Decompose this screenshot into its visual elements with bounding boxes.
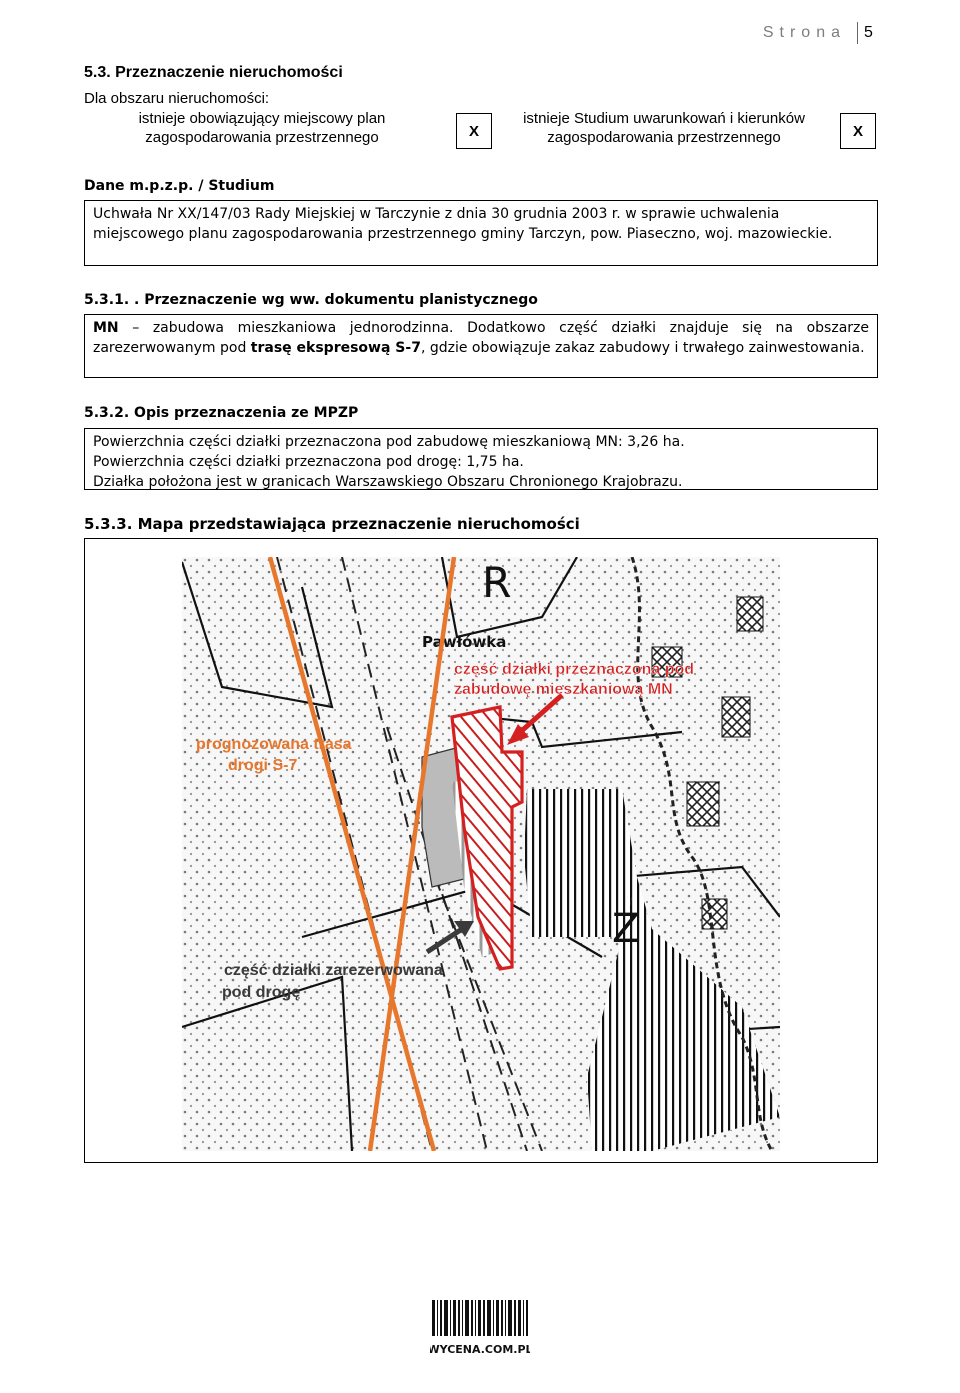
page-number: 5	[864, 24, 873, 41]
area-mn-line: Powierzchnia części działki przeznaczona pod zabudowę mieszkaniową MN: 3,26 ha.	[93, 434, 685, 450]
label-road-1: część działki zarezerwowana	[224, 962, 443, 979]
label-s7-1: prognozowana trasa	[196, 736, 352, 753]
footer-logo	[430, 1300, 530, 1358]
heading-5-3-2: 5.3.2. Opis przeznaczenia ze MPZP	[84, 405, 359, 421]
barcode-logo-icon	[430, 1300, 530, 1358]
purpose-note-a: Dodatkowo część działki znajduje się na obszarze zarezerwowanym pod	[93, 320, 869, 356]
heading-5-3-1: 5.3.1. . Przeznaczenie wg ww. dokumentu planistycznego	[84, 292, 538, 308]
option-studium-label: istnieje Studium uwarunkowań i kierunków zagospodarowania przestrzennego	[523, 110, 805, 146]
zone-code: MN	[93, 320, 119, 336]
page-header	[0, 22, 892, 48]
page-label: Strona	[762, 24, 846, 41]
dane-box	[84, 200, 878, 266]
label-s7-2: drogi S-7	[228, 757, 298, 774]
protected-area-line: Działka położona jest w granicach Warszawskiego Obszaru Chronionego Krajobrazu.	[93, 474, 683, 490]
resolution-subject: w sprawie uchwalenia miejscowego planu zagospodarowania przestrzennego gminy Tarczyn, pow. Piaseczno, woj. mazowieckie.	[93, 206, 833, 242]
option-mpzp-label: istnieje obowiązujący miejscowy plan zagospodarowania przestrzennego	[138, 110, 386, 146]
zone-description: – zabudowa mieszkaniowa jednorodzinna.	[118, 320, 454, 336]
map-letter-z: Z	[612, 906, 640, 952]
purpose-note-bold: trasę ekspresową S-7	[250, 340, 421, 356]
place-name: Pawłówka	[422, 633, 507, 651]
header-divider	[857, 22, 858, 44]
area-road-line: Powierzchnia części działki przeznaczona pod drogę: 1,75 ha.	[93, 454, 524, 470]
description-box	[84, 428, 878, 490]
dane-heading: Dane m.p.z.p. / Studium	[84, 178, 275, 194]
section-intro: Dla obszaru nieruchomości:	[84, 90, 270, 107]
purpose-box	[84, 314, 878, 378]
resolution-text: Uchwała Nr XX/147/03 Rady Miejskiej w Tarczynie z dnia 30 grudnia 2003 r.	[93, 206, 621, 222]
map-letter-r: R	[482, 558, 512, 607]
label-mn-2: zabudowę mieszkaniową MN	[454, 681, 673, 698]
purpose-note-b: , gdzie obowiązuje zakaz zabudowy i trwałego zainwestowania.	[420, 340, 865, 356]
option-mpzp-checkbox: X	[456, 113, 492, 149]
section-title: 5.3. Przeznaczenie nieruchomości	[84, 64, 343, 81]
footer-logo-text: WYCENA.COM.PL	[430, 1343, 530, 1356]
option-studium-checkbox: X	[840, 113, 876, 149]
label-road-2: pod drogę	[222, 984, 301, 1001]
zoning-map	[182, 557, 780, 1151]
label-mn-1: część działki przeznaczona pod	[454, 661, 695, 678]
heading-5-3-3: 5.3.3. Mapa przedstawiająca przeznaczenie nieruchomości	[84, 515, 580, 533]
